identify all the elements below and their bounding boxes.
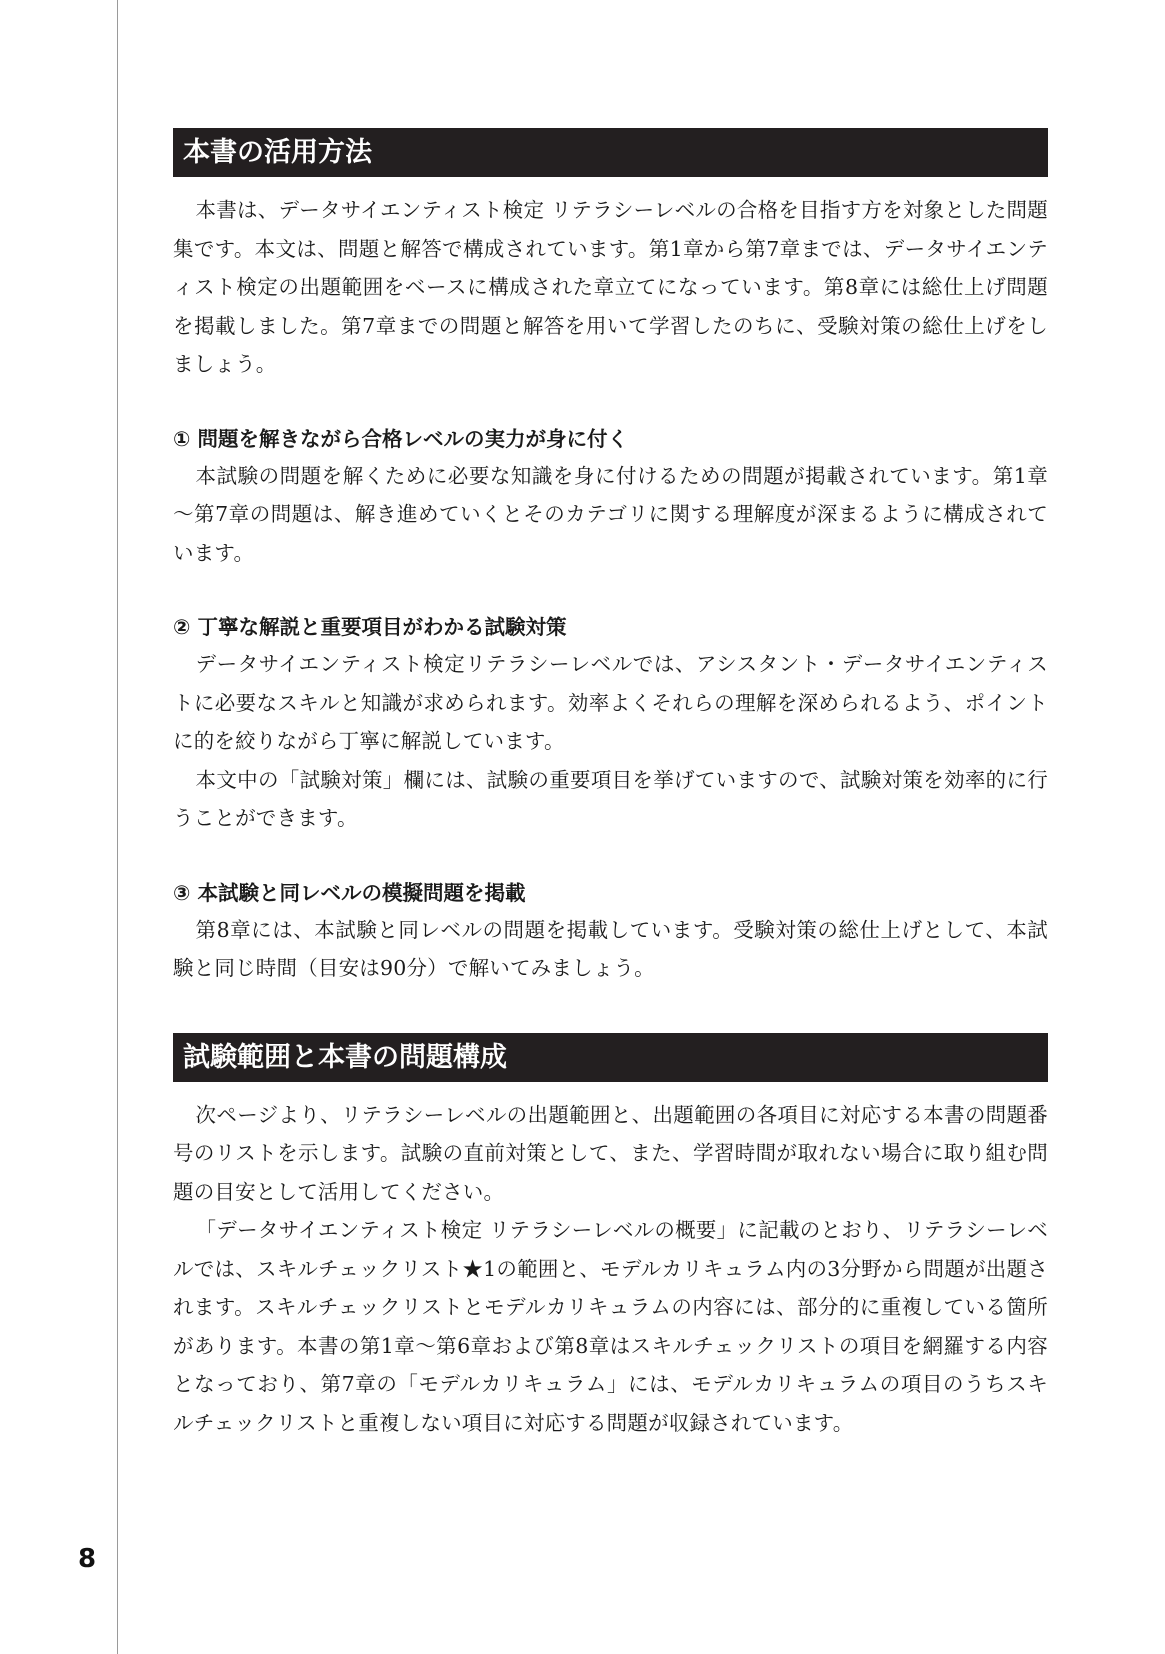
section-heading-usage: 本書の活用方法 [173,128,1048,177]
section-body-usage [173,191,1048,384]
paragraph: 第8章には、本試験と同レベルの問題を掲載しています。受験対策の総仕上げとして、本試験と同じ時間（目安は90分）で解いてみましょう。 [173,917,1048,980]
paragraph: データサイエンティスト検定リテラシーレベルでは、アシスタント・データサイエンティストに必要なスキルと知識が求められます。効率よくそれらの理解を深められるよう、ポイントに的を絞りながら丁寧に解説しています。 [173,652,1048,753]
paragraph: 「データサイエンティスト検定 リテラシーレベルの概要」に記載のとおり、リテラシーレベルでは、スキルチェックリスト★1の範囲と、モデルカリキュラム内の3分野から問題が出題されます。スキルチェックリストとモデルカリキュラムの内容には、部分的に重複している箇所があります。本書の第1章～第6章および第8章はスキルチェックリストの項目を網羅する内容となっており、第7章の「モデルカリキュラム」には、モデルカリキュラムの項目のうちスキルチェックリストと重複しない項目に対応する問題が収録されています。 [173,1218,1048,1435]
section-body-exam-scope [173,1096,1048,1443]
paragraph: 本書は、データサイエンティスト検定 リテラシーレベルの合格を目指す方を対象とした問題集です。本文は、問題と解答で構成されています。第1章から第7章までは、データサイエンティスト検定の出題範囲をベースに構成された章立てになっています。第8章には総仕上げ問題を掲載しました。第7章までの問題と解答を用いて学習したのちに、受験対策の総仕上げをしましょう。 [173,198,1048,376]
paragraph: 次ページより、リテラシーレベルの出題範囲と、出題範囲の各項目に対応する本書の問題番号のリストを示します。試験の直前対策として、また、学習時間が取れない場合に取り組む問題の目安として活用してください。 [173,1102,1048,1204]
paragraph: 本試験の問題を解くために必要な知識を身に付けるための問題が掲載されています。第1章～第7章の問題は、解き進めていくとそのカテゴリに関する理解度が深まるように構成されています。 [173,463,1048,565]
paragraph: 本文中の「試験対策」欄には、試験の重要項目を挙げていますので、試験対策を効率的に行うことができます。 [173,767,1048,830]
page-number: 8 [78,1544,97,1574]
margin-rule [117,0,118,1654]
item-heading-3: ③ 本試験と同レベルの模擬問題を掲載 [173,880,526,905]
item-heading-1: ① 問題を解きながら合格レベルの実力が身に付く [173,426,628,451]
section-heading-exam-scope: 試験範囲と本書の問題構成 [173,1033,1048,1082]
page-content [173,128,1048,1442]
item-heading-2: ② 丁寧な解説と重要項目がわかる試験対策 [173,615,567,639]
